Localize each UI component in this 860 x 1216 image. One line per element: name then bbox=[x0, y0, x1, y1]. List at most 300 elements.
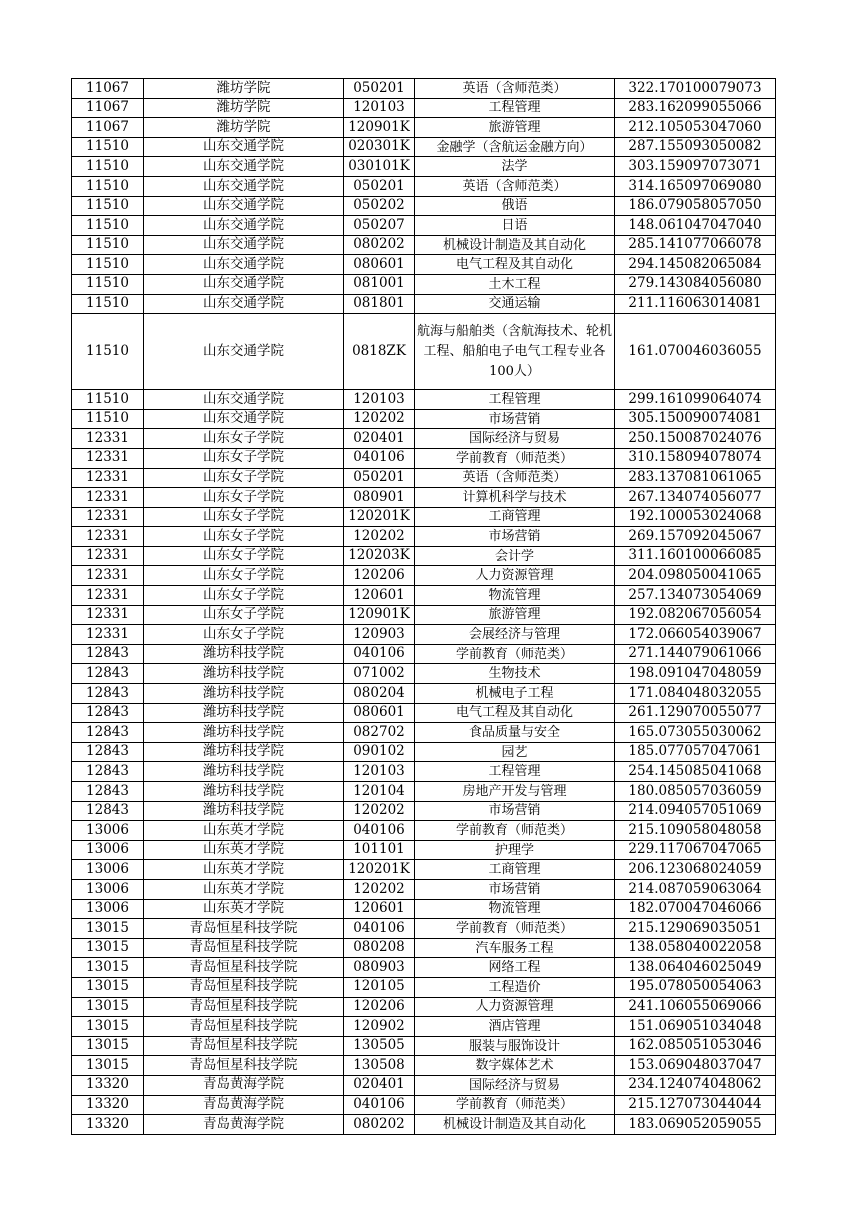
major-code-cell: 130508 bbox=[344, 1056, 415, 1076]
major-code-cell: 080208 bbox=[344, 938, 415, 958]
major-name-cell: 土木工程 bbox=[415, 274, 615, 294]
table-row bbox=[72, 684, 776, 704]
school-name-cell: 山东女子学院 bbox=[144, 546, 344, 566]
score-cell: 138.058040022058 bbox=[615, 938, 776, 958]
table-row bbox=[72, 176, 776, 196]
major-code-cell: 120201K bbox=[344, 860, 415, 880]
school-code-cell: 12331 bbox=[72, 429, 144, 449]
major-name-cell: 酒店管理 bbox=[415, 1017, 615, 1037]
school-code-cell: 12843 bbox=[72, 664, 144, 684]
major-code-cell: 0818ZK bbox=[344, 314, 415, 390]
school-name-cell: 山东女子学院 bbox=[144, 448, 344, 468]
table-row bbox=[72, 644, 776, 664]
school-name-cell: 潍坊科技学院 bbox=[144, 664, 344, 684]
school-name-cell: 潍坊科技学院 bbox=[144, 644, 344, 664]
major-code-cell: 090102 bbox=[344, 742, 415, 762]
school-code-cell: 12331 bbox=[72, 546, 144, 566]
school-name-cell: 山东交通学院 bbox=[144, 294, 344, 314]
school-name-cell: 潍坊科技学院 bbox=[144, 742, 344, 762]
major-code-cell: 050201 bbox=[344, 79, 415, 99]
table-row bbox=[72, 527, 776, 547]
score-cell: 241.106055069066 bbox=[615, 997, 776, 1017]
school-code-cell: 12843 bbox=[72, 782, 144, 802]
major-code-cell: 030101K bbox=[344, 157, 415, 177]
school-code-cell: 12843 bbox=[72, 684, 144, 704]
major-name-cell: 工程造价 bbox=[415, 977, 615, 997]
table-row bbox=[72, 98, 776, 118]
school-code-cell: 12843 bbox=[72, 801, 144, 821]
school-name-cell: 山东英才学院 bbox=[144, 860, 344, 880]
major-name-cell: 护理学 bbox=[415, 840, 615, 860]
table-row bbox=[72, 762, 776, 782]
score-cell: 229.117067047065 bbox=[615, 840, 776, 860]
school-name-cell: 山东交通学院 bbox=[144, 157, 344, 177]
table-row bbox=[72, 507, 776, 527]
school-code-cell: 12843 bbox=[72, 723, 144, 743]
score-cell: 271.144079061066 bbox=[615, 644, 776, 664]
major-code-cell: 081001 bbox=[344, 274, 415, 294]
table-row bbox=[72, 274, 776, 294]
major-name-cell: 汽车服务工程 bbox=[415, 938, 615, 958]
table-row bbox=[72, 840, 776, 860]
table-row bbox=[72, 448, 776, 468]
table-row bbox=[72, 79, 776, 99]
major-code-cell: 120103 bbox=[344, 98, 415, 118]
school-code-cell: 11510 bbox=[72, 274, 144, 294]
score-cell: 183.069052059055 bbox=[615, 1115, 776, 1135]
table-row bbox=[72, 879, 776, 899]
major-name-cell: 人力资源管理 bbox=[415, 997, 615, 1017]
school-name-cell: 青岛黄海学院 bbox=[144, 1095, 344, 1115]
major-name-cell: 旅游管理 bbox=[415, 118, 615, 138]
school-code-cell: 12331 bbox=[72, 625, 144, 645]
school-name-cell: 青岛恒星科技学院 bbox=[144, 938, 344, 958]
school-name-cell: 山东女子学院 bbox=[144, 429, 344, 449]
school-name-cell: 山东女子学院 bbox=[144, 507, 344, 527]
school-code-cell: 11510 bbox=[72, 216, 144, 236]
major-name-cell: 英语（含师范类） bbox=[415, 468, 615, 488]
table-row bbox=[72, 605, 776, 625]
score-cell: 215.109058048058 bbox=[615, 821, 776, 841]
table-row bbox=[72, 860, 776, 880]
score-cell: 250.150087024076 bbox=[615, 429, 776, 449]
major-code-cell: 080903 bbox=[344, 958, 415, 978]
school-name-cell: 潍坊科技学院 bbox=[144, 723, 344, 743]
major-name-cell: 食品质量与安全 bbox=[415, 723, 615, 743]
table-row bbox=[72, 703, 776, 723]
table-row bbox=[72, 664, 776, 684]
major-code-cell: 050201 bbox=[344, 468, 415, 488]
school-code-cell: 13006 bbox=[72, 860, 144, 880]
score-cell: 148.061047047040 bbox=[615, 216, 776, 236]
major-name-cell: 英语（含师范类） bbox=[415, 176, 615, 196]
school-code-cell: 12331 bbox=[72, 586, 144, 606]
score-cell: 161.070046036055 bbox=[615, 314, 776, 390]
major-name-cell: 园艺 bbox=[415, 742, 615, 762]
table-row bbox=[72, 255, 776, 275]
school-name-cell: 青岛恒星科技学院 bbox=[144, 1056, 344, 1076]
school-code-cell: 11510 bbox=[72, 157, 144, 177]
major-code-cell: 120601 bbox=[344, 586, 415, 606]
table-row bbox=[72, 216, 776, 236]
school-name-cell: 山东交通学院 bbox=[144, 176, 344, 196]
school-code-cell: 13015 bbox=[72, 958, 144, 978]
school-code-cell: 11510 bbox=[72, 235, 144, 255]
score-cell: 267.134074056077 bbox=[615, 488, 776, 508]
score-cell: 294.145082065084 bbox=[615, 255, 776, 275]
school-code-cell: 12331 bbox=[72, 468, 144, 488]
major-code-cell: 050201 bbox=[344, 176, 415, 196]
major-name-cell: 机械设计制造及其自动化 bbox=[415, 1115, 615, 1135]
major-code-cell: 020401 bbox=[344, 429, 415, 449]
major-code-cell: 120103 bbox=[344, 390, 415, 410]
school-code-cell: 13006 bbox=[72, 899, 144, 919]
school-name-cell: 山东女子学院 bbox=[144, 527, 344, 547]
school-code-cell: 13015 bbox=[72, 997, 144, 1017]
major-code-cell: 120901K bbox=[344, 118, 415, 138]
table-row bbox=[72, 625, 776, 645]
school-name-cell: 山东女子学院 bbox=[144, 488, 344, 508]
major-code-cell: 120104 bbox=[344, 782, 415, 802]
major-code-cell: 120902 bbox=[344, 1017, 415, 1037]
table-row bbox=[72, 1115, 776, 1135]
score-cell: 279.143084056080 bbox=[615, 274, 776, 294]
school-name-cell: 青岛恒星科技学院 bbox=[144, 1036, 344, 1056]
school-code-cell: 13015 bbox=[72, 1036, 144, 1056]
major-code-cell: 120903 bbox=[344, 625, 415, 645]
school-name-cell: 潍坊科技学院 bbox=[144, 782, 344, 802]
score-cell: 192.100053024068 bbox=[615, 507, 776, 527]
score-cell: 287.155093050082 bbox=[615, 137, 776, 157]
school-code-cell: 13320 bbox=[72, 1075, 144, 1095]
school-name-cell: 山东交通学院 bbox=[144, 409, 344, 429]
table-row bbox=[72, 938, 776, 958]
table-row bbox=[72, 390, 776, 410]
major-name-cell: 工程管理 bbox=[415, 762, 615, 782]
major-code-cell: 101101 bbox=[344, 840, 415, 860]
major-code-cell: 120103 bbox=[344, 762, 415, 782]
school-name-cell: 山东女子学院 bbox=[144, 566, 344, 586]
school-code-cell: 11510 bbox=[72, 137, 144, 157]
score-cell: 305.150090074081 bbox=[615, 409, 776, 429]
school-code-cell: 13320 bbox=[72, 1095, 144, 1115]
table-row bbox=[72, 801, 776, 821]
table-row bbox=[72, 409, 776, 429]
major-name-cell: 航海与船舶类（含航海技术、轮机工程、船舶电子电气工程专业各100人） bbox=[415, 314, 615, 390]
school-name-cell: 潍坊学院 bbox=[144, 118, 344, 138]
major-code-cell: 080601 bbox=[344, 703, 415, 723]
major-name-cell: 学前教育（师范类） bbox=[415, 919, 615, 939]
table-row bbox=[72, 118, 776, 138]
table-row bbox=[72, 1095, 776, 1115]
school-name-cell: 山东交通学院 bbox=[144, 196, 344, 216]
school-code-cell: 13006 bbox=[72, 821, 144, 841]
school-name-cell: 山东交通学院 bbox=[144, 274, 344, 294]
major-name-cell: 学前教育（师范类） bbox=[415, 1095, 615, 1115]
score-cell: 283.137081061065 bbox=[615, 468, 776, 488]
table-row bbox=[72, 1056, 776, 1076]
score-cell: 151.069051034048 bbox=[615, 1017, 776, 1037]
school-name-cell: 山东女子学院 bbox=[144, 586, 344, 606]
school-name-cell: 青岛黄海学院 bbox=[144, 1075, 344, 1095]
score-cell: 153.069048037047 bbox=[615, 1056, 776, 1076]
school-code-cell: 12843 bbox=[72, 742, 144, 762]
major-code-cell: 050202 bbox=[344, 196, 415, 216]
major-code-cell: 040106 bbox=[344, 1095, 415, 1115]
major-code-cell: 120206 bbox=[344, 997, 415, 1017]
school-code-cell: 12331 bbox=[72, 488, 144, 508]
score-cell: 204.098050041065 bbox=[615, 566, 776, 586]
score-cell: 257.134073054069 bbox=[615, 586, 776, 606]
major-name-cell: 机械电子工程 bbox=[415, 684, 615, 704]
school-name-cell: 潍坊学院 bbox=[144, 79, 344, 99]
school-code-cell: 11510 bbox=[72, 196, 144, 216]
major-code-cell: 120202 bbox=[344, 801, 415, 821]
score-cell: 322.170100079073 bbox=[615, 79, 776, 99]
table-row bbox=[72, 566, 776, 586]
major-name-cell: 工商管理 bbox=[415, 860, 615, 880]
school-name-cell: 山东交通学院 bbox=[144, 314, 344, 390]
major-name-cell: 工商管理 bbox=[415, 507, 615, 527]
score-cell: 283.162099055066 bbox=[615, 98, 776, 118]
score-cell: 261.129070055077 bbox=[615, 703, 776, 723]
table-row bbox=[72, 919, 776, 939]
school-name-cell: 山东英才学院 bbox=[144, 840, 344, 860]
school-name-cell: 山东交通学院 bbox=[144, 390, 344, 410]
school-code-cell: 13006 bbox=[72, 879, 144, 899]
major-name-cell: 旅游管理 bbox=[415, 605, 615, 625]
score-cell: 182.070047046066 bbox=[615, 899, 776, 919]
score-cell: 211.116063014081 bbox=[615, 294, 776, 314]
major-code-cell: 080204 bbox=[344, 684, 415, 704]
score-cell: 303.159097073071 bbox=[615, 157, 776, 177]
major-name-cell: 工程管理 bbox=[415, 98, 615, 118]
school-name-cell: 山东英才学院 bbox=[144, 899, 344, 919]
major-name-cell: 英语（含师范类） bbox=[415, 79, 615, 99]
school-name-cell: 青岛黄海学院 bbox=[144, 1115, 344, 1135]
table-row bbox=[72, 235, 776, 255]
school-code-cell: 12331 bbox=[72, 507, 144, 527]
score-cell: 269.157092045067 bbox=[615, 527, 776, 547]
major-name-cell: 国际经济与贸易 bbox=[415, 1075, 615, 1095]
school-name-cell: 潍坊科技学院 bbox=[144, 684, 344, 704]
major-name-cell: 电气工程及其自动化 bbox=[415, 255, 615, 275]
major-code-cell: 080202 bbox=[344, 1115, 415, 1135]
major-code-cell: 040106 bbox=[344, 919, 415, 939]
school-name-cell: 青岛恒星科技学院 bbox=[144, 977, 344, 997]
table-row bbox=[72, 997, 776, 1017]
major-name-cell: 日语 bbox=[415, 216, 615, 236]
score-cell: 172.066054039067 bbox=[615, 625, 776, 645]
major-name-cell: 数字媒体艺术 bbox=[415, 1056, 615, 1076]
major-name-cell: 市场营销 bbox=[415, 527, 615, 547]
school-name-cell: 山东英才学院 bbox=[144, 821, 344, 841]
table-row bbox=[72, 821, 776, 841]
major-name-cell: 学前教育（师范类） bbox=[415, 821, 615, 841]
major-name-cell: 会展经济与管理 bbox=[415, 625, 615, 645]
school-name-cell: 潍坊科技学院 bbox=[144, 762, 344, 782]
school-name-cell: 山东女子学院 bbox=[144, 625, 344, 645]
score-cell: 186.079058057050 bbox=[615, 196, 776, 216]
score-cell: 311.160100066085 bbox=[615, 546, 776, 566]
table-row bbox=[72, 488, 776, 508]
school-name-cell: 潍坊科技学院 bbox=[144, 703, 344, 723]
table-row bbox=[72, 1017, 776, 1037]
school-name-cell: 山东女子学院 bbox=[144, 605, 344, 625]
school-code-cell: 13015 bbox=[72, 1017, 144, 1037]
major-name-cell: 法学 bbox=[415, 157, 615, 177]
school-name-cell: 青岛恒星科技学院 bbox=[144, 997, 344, 1017]
school-name-cell: 潍坊科技学院 bbox=[144, 801, 344, 821]
major-name-cell: 服装与服饰设计 bbox=[415, 1036, 615, 1056]
school-code-cell: 11067 bbox=[72, 118, 144, 138]
major-code-cell: 040106 bbox=[344, 821, 415, 841]
major-code-cell: 050207 bbox=[344, 216, 415, 236]
score-cell: 192.082067056054 bbox=[615, 605, 776, 625]
school-name-cell: 青岛恒星科技学院 bbox=[144, 1017, 344, 1037]
major-code-cell: 020401 bbox=[344, 1075, 415, 1095]
school-name-cell: 山东女子学院 bbox=[144, 468, 344, 488]
school-name-cell: 潍坊学院 bbox=[144, 98, 344, 118]
major-name-cell: 电气工程及其自动化 bbox=[415, 703, 615, 723]
score-cell: 254.145085041068 bbox=[615, 762, 776, 782]
score-cell: 206.123068024059 bbox=[615, 860, 776, 880]
table-row bbox=[72, 157, 776, 177]
school-code-cell: 12331 bbox=[72, 527, 144, 547]
major-name-cell: 交通运输 bbox=[415, 294, 615, 314]
table-row bbox=[72, 742, 776, 762]
school-name-cell: 山东交通学院 bbox=[144, 235, 344, 255]
table-row bbox=[72, 958, 776, 978]
score-cell: 195.078050054063 bbox=[615, 977, 776, 997]
score-cell: 198.091047048059 bbox=[615, 664, 776, 684]
score-cell: 314.165097069080 bbox=[615, 176, 776, 196]
table-row bbox=[72, 468, 776, 488]
table-row bbox=[72, 586, 776, 606]
major-code-cell: 071002 bbox=[344, 664, 415, 684]
major-name-cell: 网络工程 bbox=[415, 958, 615, 978]
school-code-cell: 11510 bbox=[72, 314, 144, 390]
table-row bbox=[72, 546, 776, 566]
score-cell: 234.124074048062 bbox=[615, 1075, 776, 1095]
school-name-cell: 山东交通学院 bbox=[144, 216, 344, 236]
score-cell: 212.105053047060 bbox=[615, 118, 776, 138]
major-code-cell: 130505 bbox=[344, 1036, 415, 1056]
major-code-cell: 120601 bbox=[344, 899, 415, 919]
school-code-cell: 12331 bbox=[72, 566, 144, 586]
school-code-cell: 11067 bbox=[72, 79, 144, 99]
major-name-cell: 物流管理 bbox=[415, 586, 615, 606]
major-code-cell: 120203K bbox=[344, 546, 415, 566]
major-code-cell: 120105 bbox=[344, 977, 415, 997]
school-code-cell: 13320 bbox=[72, 1115, 144, 1135]
table-row bbox=[72, 294, 776, 314]
major-name-cell: 学前教育（师范类） bbox=[415, 644, 615, 664]
table-row bbox=[72, 196, 776, 216]
major-name-cell: 会计学 bbox=[415, 546, 615, 566]
major-code-cell: 120202 bbox=[344, 409, 415, 429]
major-code-cell: 080601 bbox=[344, 255, 415, 275]
major-name-cell: 生物技术 bbox=[415, 664, 615, 684]
score-cell: 165.073055030062 bbox=[615, 723, 776, 743]
score-cell: 185.077057047061 bbox=[615, 742, 776, 762]
table-row bbox=[72, 314, 776, 390]
major-code-cell: 080202 bbox=[344, 235, 415, 255]
major-name-cell: 金融学（含航运金融方向） bbox=[415, 137, 615, 157]
school-code-cell: 11510 bbox=[72, 409, 144, 429]
score-cell: 215.127073044044 bbox=[615, 1095, 776, 1115]
major-name-cell: 物流管理 bbox=[415, 899, 615, 919]
school-code-cell: 13015 bbox=[72, 1056, 144, 1076]
school-code-cell: 12843 bbox=[72, 644, 144, 664]
score-cell: 138.064046025049 bbox=[615, 958, 776, 978]
major-code-cell: 040106 bbox=[344, 644, 415, 664]
score-cell: 180.085057036059 bbox=[615, 782, 776, 802]
school-code-cell: 11510 bbox=[72, 390, 144, 410]
table-row bbox=[72, 782, 776, 802]
major-code-cell: 040106 bbox=[344, 448, 415, 468]
table-row bbox=[72, 429, 776, 449]
school-name-cell: 山东交通学院 bbox=[144, 137, 344, 157]
major-code-cell: 120201K bbox=[344, 507, 415, 527]
table-row bbox=[72, 899, 776, 919]
score-cell: 162.085051053046 bbox=[615, 1036, 776, 1056]
major-name-cell: 人力资源管理 bbox=[415, 566, 615, 586]
school-code-cell: 13015 bbox=[72, 977, 144, 997]
table-row bbox=[72, 1036, 776, 1056]
admission-score-table bbox=[71, 78, 776, 1135]
table-row bbox=[72, 723, 776, 743]
score-cell: 299.161099064074 bbox=[615, 390, 776, 410]
major-name-cell: 计算机科学与技术 bbox=[415, 488, 615, 508]
major-code-cell: 081801 bbox=[344, 294, 415, 314]
school-code-cell: 12331 bbox=[72, 605, 144, 625]
major-code-cell: 020301K bbox=[344, 137, 415, 157]
table-row bbox=[72, 137, 776, 157]
major-code-cell: 120202 bbox=[344, 527, 415, 547]
score-cell: 171.084048032055 bbox=[615, 684, 776, 704]
major-name-cell: 房地产开发与管理 bbox=[415, 782, 615, 802]
table-row bbox=[72, 1075, 776, 1095]
score-cell: 214.087059063064 bbox=[615, 879, 776, 899]
school-code-cell: 12331 bbox=[72, 448, 144, 468]
table-body bbox=[72, 79, 776, 1135]
major-name-cell: 学前教育（师范类） bbox=[415, 448, 615, 468]
score-cell: 310.158094078074 bbox=[615, 448, 776, 468]
major-name-cell: 机械设计制造及其自动化 bbox=[415, 235, 615, 255]
major-name-cell: 市场营销 bbox=[415, 409, 615, 429]
school-code-cell: 13006 bbox=[72, 840, 144, 860]
major-name-cell: 工程管理 bbox=[415, 390, 615, 410]
school-code-cell: 11067 bbox=[72, 98, 144, 118]
major-code-cell: 120202 bbox=[344, 879, 415, 899]
school-name-cell: 山东交通学院 bbox=[144, 255, 344, 275]
school-name-cell: 青岛恒星科技学院 bbox=[144, 919, 344, 939]
score-cell: 214.094057051069 bbox=[615, 801, 776, 821]
school-code-cell: 11510 bbox=[72, 176, 144, 196]
major-code-cell: 082702 bbox=[344, 723, 415, 743]
major-name-cell: 市场营销 bbox=[415, 879, 615, 899]
school-code-cell: 13015 bbox=[72, 938, 144, 958]
major-code-cell: 080901 bbox=[344, 488, 415, 508]
major-code-cell: 120901K bbox=[344, 605, 415, 625]
score-cell: 215.129069035051 bbox=[615, 919, 776, 939]
school-code-cell: 12843 bbox=[72, 703, 144, 723]
major-code-cell: 120206 bbox=[344, 566, 415, 586]
school-code-cell: 13015 bbox=[72, 919, 144, 939]
school-name-cell: 青岛恒星科技学院 bbox=[144, 958, 344, 978]
table-row bbox=[72, 977, 776, 997]
